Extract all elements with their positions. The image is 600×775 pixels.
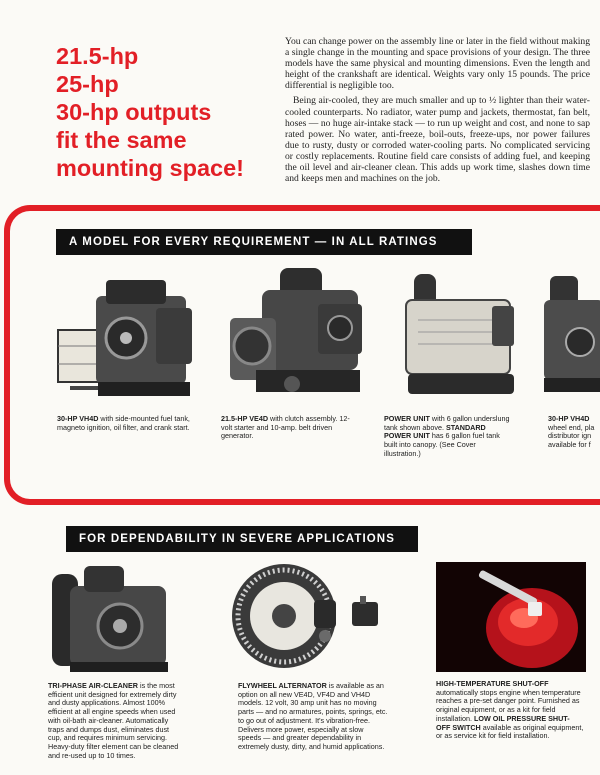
caption-power-unit <box>384 415 514 459</box>
caption-low-oil-pressure-title: LOW OIL PRESSURE SHUT-OFF SWITCH <box>436 713 570 732</box>
headline-line-5: mounting space! <box>56 155 245 181</box>
high-temperature-shut-off-image <box>436 562 586 672</box>
engine-ve4d-clutch-image <box>222 258 370 408</box>
headline-line-1: 21.5-hp <box>56 43 139 69</box>
caption-vh4d-wheel-end <box>548 415 600 451</box>
caption-vh4d-side-tank-body: with side-mounted fuel tank, magneto ignition, oil filter, and crank start. <box>57 414 190 432</box>
caption-flywheel-alternator-body: is available as an option on all new VE4D, VF4D and VH4D models. 12 volt, 30 amp unit has no moving parts — and no armatures, points, springs, etc. to go out of adjustment. It's vibration-free. Delivers more power, especially at slow speeds — and greater dependability in extremely dusty, dirty, and humid applications. <box>238 681 388 751</box>
caption-high-temperature-shut-off-body: automatically stops engine when temperature reaches a pre-set danger point. Furnished as original equipment, or as a kit for field installation. <box>436 687 581 723</box>
caption-high-temperature-shut-off-title: HIGH-TEMPERATURE SHUT-OFF <box>436 679 549 688</box>
section-header-models: A MODEL FOR EVERY REQUIREMENT — IN ALL RATINGS <box>56 229 472 255</box>
flywheel-alternator-image <box>228 556 390 678</box>
intro-text <box>285 36 590 184</box>
caption-vh4d-side-tank-title: 30-HP VH4D <box>57 414 99 423</box>
caption-vh4d-side-tank <box>57 415 197 432</box>
headline <box>56 42 286 182</box>
engine-vh4d-side-tank-image <box>52 268 200 408</box>
caption-tri-phase-air-cleaner-body: is the most efficient unit designed for extremely dirty and dusty applications. Almost 100% efficient at all engine speeds when used with oil-bath air-cleaner. Automatically traps and dumps dust, eliminates dust cup, and requires minimum servicing. Heavy-duty filter element can be cleaned and re-used up to 10 times. <box>48 681 179 760</box>
caption-flywheel-alternator-title: FLYWHEEL ALTERNATOR <box>238 681 327 690</box>
engine-vh4d-wheel-end-image <box>540 272 600 402</box>
engine-power-unit-image <box>400 270 522 404</box>
caption-ve4d-clutch <box>221 415 359 441</box>
caption-ve4d-clutch-body: with clutch assembly. 12-volt starter and 10-amp. belt driven generator. <box>221 414 350 441</box>
caption-vh4d-wheel-end-body: wheel end, pla distributor ign available for f <box>548 422 595 450</box>
headline-line-4: fit the same <box>56 127 187 153</box>
section-header-dependability: FOR DEPENDABILITY IN SEVERE APPLICATIONS <box>66 526 418 552</box>
caption-power-unit-title: POWER UNIT <box>384 414 430 423</box>
caption-vh4d-wheel-end-title: 30-HP VH4D <box>548 415 590 423</box>
caption-tri-phase-air-cleaner <box>48 682 180 760</box>
caption-high-temperature-shut-off <box>436 680 584 741</box>
caption-power-unit-body-2: has 6 gallon fuel tank built into canopy. (See Cover illustration.) <box>384 431 500 458</box>
intro-paragraph-2: Being air-cooled, they are much smaller and up to ½ lighter than their water-cooled counterparts. No radiator, water pump and jackets, thermostat, fan belt, hoses — no huge air-intake stack — to run up weight and cost, and none to sap rated power. No water, anti-freeze, boil-outs, freeze-ups, nor power failures due to rusty, dusty or corroded water-cooling parts. No complicated servicing or costly replacements. Routine field care consists of adding fuel, and keeping the oil level and air-cleaner clean. This adds up work time, slashes down time and keeps men and machines on the job. <box>285 95 590 185</box>
headline-line-3: 30-hp outputs <box>56 99 212 125</box>
caption-flywheel-alternator <box>238 682 388 752</box>
caption-tri-phase-air-cleaner-title: TRI-PHASE AIR-CLEANER <box>48 681 138 690</box>
caption-power-unit-body-1: with 6 gallon underslung tank shown above. <box>384 414 510 432</box>
tri-phase-air-cleaner-image <box>44 560 174 678</box>
intro-paragraph-1: You can change power on the assembly line or later in the field without making a single change in the mounting and space provisions of your design. The three models have the same physical and mounting dimensions. Even the length and height of the crankshaft are identical. Weights vary only 15 pounds. The price differential is negligible too. <box>285 36 590 92</box>
caption-ve4d-clutch-title: 21.5-HP VE4D <box>221 414 269 423</box>
caption-low-oil-pressure-body: available as original equipment, or as service kit for field installation. <box>436 722 584 741</box>
caption-standard-power-unit-title: STANDARD POWER UNIT <box>384 422 486 441</box>
headline-line-2: 25-hp <box>56 71 119 97</box>
